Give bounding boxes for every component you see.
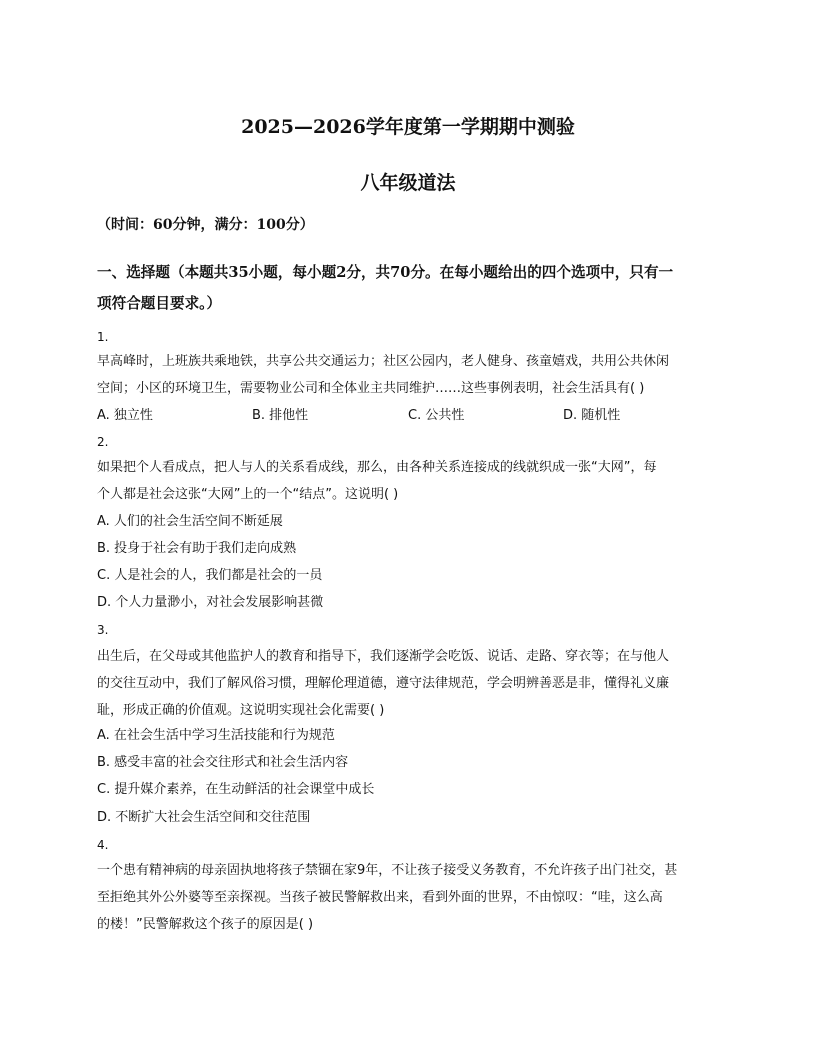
exam-subtitle: 八年级道法 — [360, 172, 456, 194]
question-text-line: 个人都是社会这张“大网”上的一个“结点”。这说明( ) — [97, 487, 399, 502]
question-text-line: 一个患有精神病的母亲固执地将孩子禁锢在家9年，不让孩子接受义务教育，不允许孩子出门社交，甚 — [97, 863, 678, 878]
section-heading-line-2: 项符合题目要求。） — [97, 295, 222, 312]
exam-title: 2025—2026学年度第一学期期中测验 — [241, 116, 575, 138]
question-number: 3. — [97, 623, 109, 637]
option-d: D. 不断扩大社会生活空间和交往范围 — [97, 810, 311, 825]
question-number: 1. — [97, 330, 109, 344]
question-text-line: 早高峰时，上班族共乘地铁，共享公共交通运力；社区公园内，老人健身、孩童嬉戏，共用公共休闲 — [97, 354, 670, 369]
option-b: B. 感受丰富的社会交往形式和社会生活内容 — [97, 755, 349, 770]
question-text-line: 耻，形成正确的价值观。这说明实现社会化需要( ) — [97, 703, 385, 718]
option-c: C. 提升媒介素养，在生动鲜活的社会课堂中成长 — [97, 782, 375, 797]
time-info: （时间：60分钟，满分：100分） — [97, 217, 314, 233]
section-heading — [97, 257, 721, 319]
question-text-line: 的楼！”民警解救这个孩子的原因是( ) — [97, 917, 314, 932]
question-number: 4. — [97, 838, 109, 852]
question-text-line: 如果把个人看成点，把人与人的关系看成线，那么，由各种关系连接成的线就织成一张“大网”，每 — [97, 460, 657, 475]
option-c: C. 人是社会的人，我们都是社会的一员 — [97, 568, 323, 583]
question-text-line: 出生后，在父母或其他监护人的教育和指导下，我们逐渐学会吃饭、说话、走路、穿衣等；在与他人 — [97, 649, 670, 664]
option-a: A. 独立性 — [97, 408, 153, 423]
option-c: C. 公共性 — [408, 408, 465, 423]
question-number: 2. — [97, 435, 109, 449]
question-text-line: 至拒绝其外公外婆等至亲探视。当孩子被民警解救出来，看到外面的世界，不由惊叹：“哇，这么高 — [97, 890, 663, 905]
option-d: D. 随机性 — [563, 408, 621, 423]
option-d: D. 个人力量渺小，对社会发展影响甚微 — [97, 595, 324, 610]
option-b: B. 投身于社会有助于我们走向成熟 — [97, 541, 297, 556]
question-text-line: 的交往互动中，我们了解风俗习惯，理解伦理道德，遵守法律规范，学会明辨善恶是非，懂得礼义廉 — [97, 676, 670, 691]
option-a: A. 人们的社会生活空间不断延展 — [97, 514, 283, 529]
option-b: B. 排他性 — [252, 408, 309, 423]
section-heading-line-1: 一、选择题（本题共35小题，每小题2分，共70分。在每小题给出的四个选项中，只有一 — [97, 264, 674, 281]
question-text-line: 空间；小区的环境卫生，需要物业公司和全体业主共同维护……这些事例表明，社会生活具有( ) — [97, 381, 645, 396]
option-a: A. 在社会生活中学习生活技能和行为规范 — [97, 728, 335, 743]
